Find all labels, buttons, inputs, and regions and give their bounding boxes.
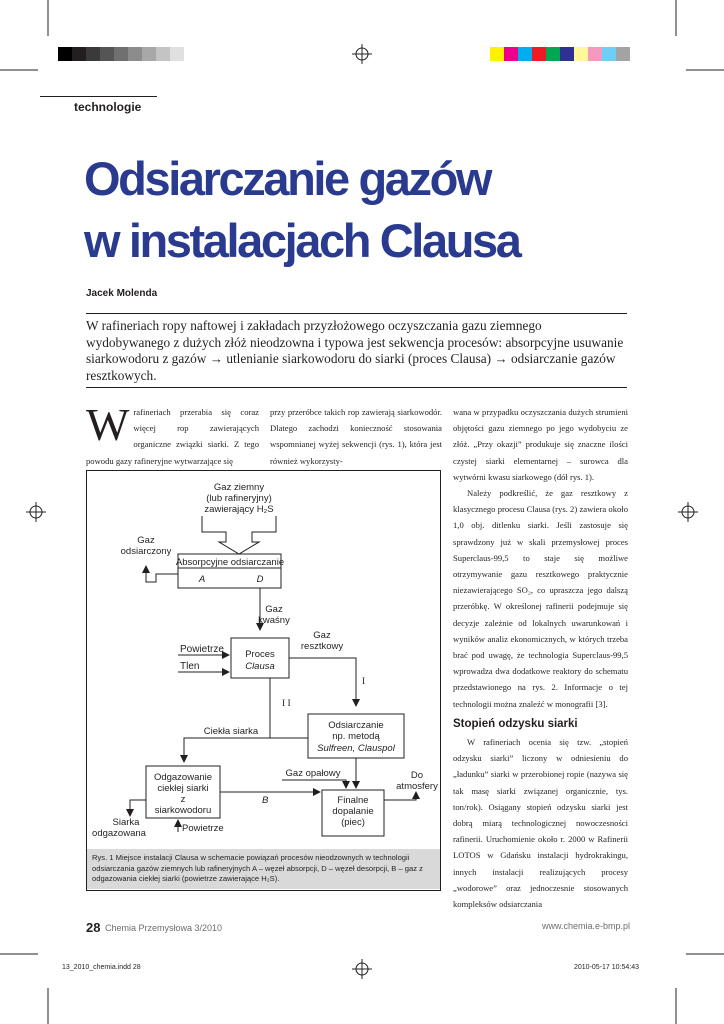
diagram-degassed-1: Siarka (112, 817, 140, 828)
diagram-acid-gas-1: Gaz (265, 604, 283, 615)
column-2 (270, 404, 442, 469)
diagram-tail-gas-1: Gaz (313, 630, 331, 641)
diagram-sweet-gas-2: odsiarczony (120, 546, 172, 557)
journal-url: www.chemia.e-bmp.pl (542, 921, 631, 931)
column-3-paragraph-2: Należy podkreślić, że gaz resztkowy z klasycznego procesu Clausa (rys. 2) zawiera około 1,0 obj. ditlenku siarki. Jeśli zastosuje się sprawdzony już w skali przemysłowej proces Superclaus-99,5 to staje się możliwe otrzymywanie gazu resztkowego praktycznie niezawierającego SO₂, co upraszcza jego dalszą przeróbkę. W określonej rafinerii podejmuje się decyzje zależnie od lokalnych uwarunkowań i wyników analiz ekonomicznych, w których trzeba brać pod uwagę, że technologia Superclaus-99,5 wprowadza dwa dodatkowe reaktory do schematu przedstawionego na rys. 2. Informacje o tej technologii można znaleźć w monografii [3]. (453, 488, 628, 709)
process-flow-diagram (86, 470, 441, 850)
author: Jacek Molenda (86, 288, 158, 299)
diagram-input-arrow (202, 516, 276, 554)
lead-top-rule (86, 313, 627, 314)
lead-paragraph: W rafineriach ropy naftowej i zakładach przyzłożowego oczyszczania gazu ziemnego wydobywanego z dużych złóż nieodzowna i typowa jest sekwencja procesów: absorpcyjne usuwanie siarkowodoru z gazów → utlenianie siarkowodoru do siarki (proces Clausa) → odsiarczanie gazów resztkowych. (86, 318, 624, 383)
diagram-roman-1: I (362, 677, 366, 687)
diagram-claus-2: Clausa (245, 661, 275, 672)
subhead-sulfur-recovery: Stopień odzysku siarki (453, 717, 578, 730)
article-title (84, 148, 644, 272)
diagram-degas-4: siarkowodoru (154, 805, 212, 816)
diagram-absorption-label: Absorpcyjne odsiarczanie (175, 557, 285, 568)
journal-issue: Chemia Przemysłowa 3/2010 (105, 923, 223, 933)
column-3 (453, 404, 628, 912)
diagram-degas-2: ciekłej siarki (157, 783, 209, 794)
diagram-gas-input-1: Gaz ziemny (213, 482, 265, 493)
figure-caption: Rys. 1 Miejsce instalacji Clausa w schemacie powiązań procesów nieodzownych w technologii odsiarczania gazów ziemnych lub rafineryjnych A – węzeł absorpcji, D – węzeł desorpcji, B – gaz z odgazowania ciekłej siarki (powietrze zawierające H₂S). (87, 849, 440, 889)
column-3-paragraph-1: wana w przypadku oczyszczania dużych strumieni objętości gazu ziemnego po jego wydobyciu ze złóż. „Przy okazji” produkuje się znaczne ilości czystej siarki elementarnej – surowca dla wytwórni kwasu siarkowego (dół rys. 1). (453, 407, 628, 482)
color-bar (490, 47, 630, 61)
diagram-tail-treat-2: np. metodą (332, 731, 380, 742)
slug-file: 13_2010_chemia.indd 28 (62, 964, 141, 971)
diagram-degas-3: z (180, 794, 186, 805)
diagram-roman-2: I I (282, 699, 291, 709)
diagram-node-d: D (256, 574, 264, 585)
diagram-incin-3: (piec) (341, 817, 365, 828)
diagram-degas-1: Odgazowanie (153, 772, 213, 783)
diagram-incin-1: Finalne (337, 795, 369, 806)
diagram-degassed-2: odgazowana (92, 828, 146, 839)
section-tag: technologie (74, 100, 142, 114)
diagram-gas-input-3: zawierający H₂S (204, 504, 274, 515)
diagram-incin-2: dopalanie (332, 806, 374, 817)
diagram-fuel-gas: Gaz opałowy (285, 768, 341, 779)
diagram-tail-gas-arrow (289, 658, 356, 706)
diagram-oxygen: Tlen (180, 661, 200, 672)
column-2-text: przy przeróbce takich rop zawierają siarkowodór. Dlatego zachodzi konieczność stosowania wspomnianej wyżej sekwencji (rys. 1), która jest również wykorzysty- (270, 407, 442, 466)
diagram-gas-input-2: (lub rafineryjny) (206, 493, 272, 504)
diagram-sweet-gas-1: Gaz (137, 535, 155, 546)
title-line-2: w instalacjach Clausa (84, 214, 520, 267)
diagram-node-b: B (262, 795, 269, 806)
lead-bottom-rule (86, 387, 627, 388)
column-3-paragraph-3: W rafineriach ocenia się tzw. „stopień odzysku siarki” liczony w odniesieniu do „ładunku” siarki w przerobionej ropie (nazywa się tak masę siarki związanej organicznie, tys. ton/rok). Osiągany stopień odzysku siarki jest dobrą miarą technologicznej nowoczesności rafinerii. Uruchomienie około r. 2000 w Rafinerii LOTOS w Gdańsku instalacji hydrokrakingu, innych instalacji realizujących procesy „wodorowe” oraz jednoczesnie stosowanych kompleksów odsiarczania (453, 737, 628, 910)
section-rule (40, 96, 157, 97)
diagram-acid-gas-2: kwaśny (258, 615, 290, 626)
diagram-tail-gas-2: resztkowy (300, 641, 344, 652)
diagram-air-2: Powietrze (182, 823, 224, 834)
grayscale-bar (58, 47, 184, 61)
title-line-1: Odsiarczanie gazów (84, 152, 491, 205)
column-1 (86, 399, 259, 469)
column-1-text: rafineriach przerabia się coraz więcej rop zawierających organiczne związki siarki. Z tego powodu gazy rafineryjne wytwarzające się (86, 407, 259, 466)
diagram-air: Powietrze (180, 644, 224, 655)
drop-cap: W (86, 399, 130, 450)
diagram-tail-treat-1: Odsiarczanie (328, 720, 384, 731)
diagram-claus-1: Proces (245, 649, 275, 660)
slug-date: 2010-05-17 10:54:43 (574, 964, 639, 971)
diagram-to-atm-1: Do (410, 770, 424, 781)
diagram-sweet-gas-arrow (146, 574, 178, 582)
page-number: 28 (86, 920, 101, 935)
diagram-liquid-sulfur-arrow (184, 738, 308, 762)
diagram-to-atm-2: atmosfery (396, 781, 438, 792)
diagram-node-a: A (198, 574, 206, 585)
diagram-tail-treat-3: Sulfreen, Clauspol (317, 743, 395, 754)
diagram-liquid-sulfur: Ciekła siarka (203, 726, 259, 737)
